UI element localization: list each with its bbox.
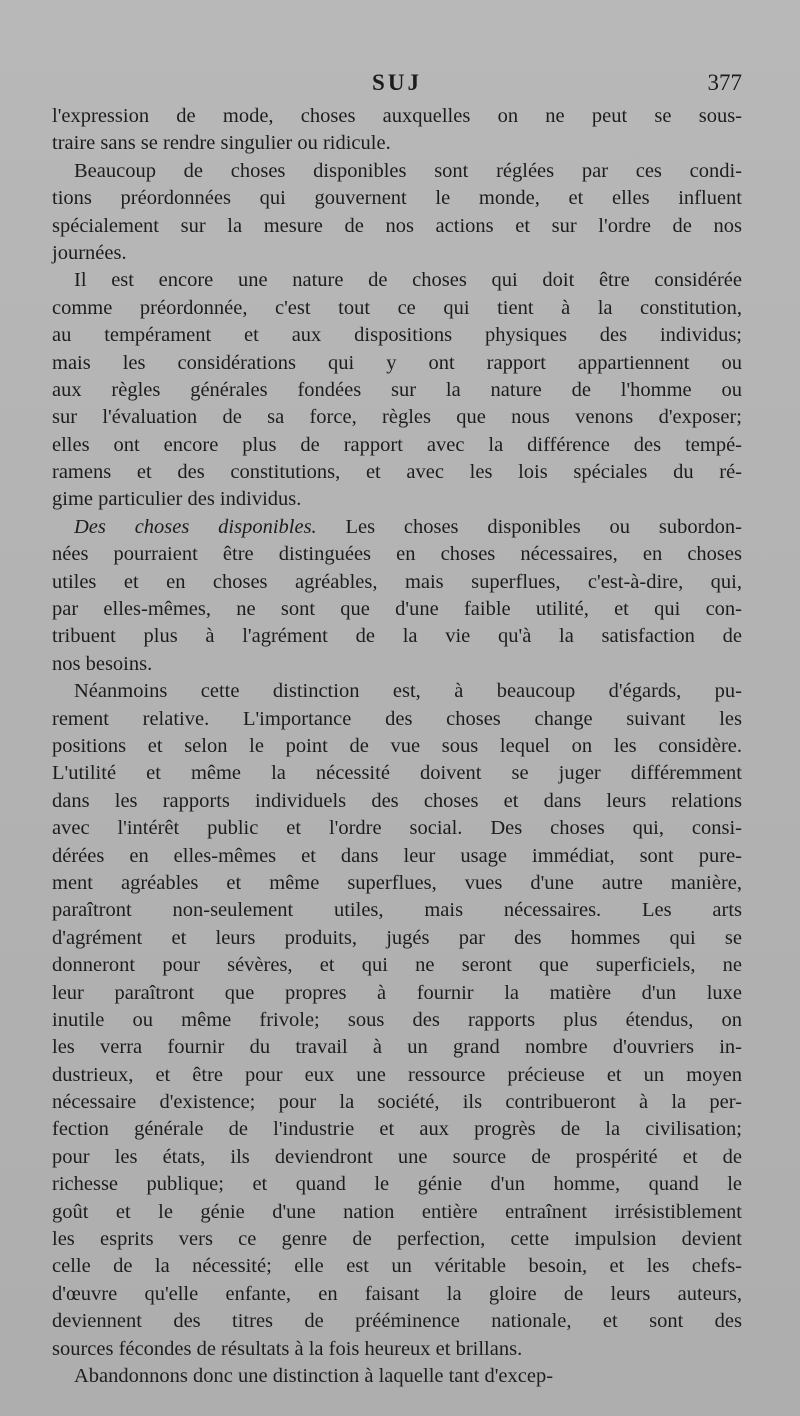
line-text: ramens et des constitutions, et avec les lois spéciales du ré-	[52, 461, 742, 484]
text-line	[52, 651, 742, 678]
line-text: dustrieux, et être pour eux une ressource précieuse et un moyen	[52, 1063, 742, 1086]
line-text: fection générale de l'industrie et aux progrès de la civilisation;	[52, 1118, 742, 1141]
text-line	[52, 925, 742, 952]
text-line	[52, 1199, 742, 1226]
text-line	[52, 459, 742, 486]
line-text: utiles et en choses agréables, mais superflues, c'est-à-dire, qui,	[52, 570, 742, 593]
text-line	[52, 486, 742, 513]
line-text: Abandonnons donc une distinction à laquelle tant d'excep-	[74, 1364, 554, 1387]
line-text: avec l'intérêt public et l'ordre social. Des choses qui, consi-	[52, 817, 742, 840]
text-line	[52, 1171, 742, 1198]
text-line	[52, 1336, 742, 1363]
line-text: nécessaire d'existence; pour la société, ils contribueront à la per-	[52, 1091, 742, 1114]
text-line	[52, 897, 742, 924]
line-text: au tempérament et aux dispositions physiques des individus;	[52, 324, 742, 347]
line-text: positions et selon le point de vue sous lequel on les considère.	[52, 734, 742, 757]
line-text: richesse publique; et quand le génie d'un homme, quand le	[52, 1173, 742, 1196]
text-line	[52, 623, 742, 650]
text-line	[52, 103, 742, 130]
text-line	[52, 733, 742, 760]
text-line	[52, 541, 742, 568]
text-line	[52, 240, 742, 267]
text-line	[52, 377, 742, 404]
text-line	[52, 1116, 742, 1143]
line-text: spécialement sur la mesure de nos actions et sur l'ordre de nos	[52, 214, 742, 237]
line-text: sur l'évaluation de sa force, règles que nous venons d'exposer;	[52, 406, 742, 429]
text-line	[52, 1062, 742, 1089]
text-line	[52, 267, 742, 294]
line-text: leur paraîtront que propres à fournir la matière d'un luxe	[52, 981, 742, 1004]
line-text: par elles-mêmes, ne sont que d'une faible utilité, et qui con-	[52, 598, 742, 621]
text-line	[52, 788, 742, 815]
text-line	[52, 404, 742, 431]
line-text: nos besoins.	[52, 652, 153, 675]
page-header	[52, 70, 742, 104]
text-line	[52, 843, 742, 870]
text-line	[52, 1308, 742, 1335]
line-text: journées.	[52, 241, 127, 264]
text-line	[52, 1226, 742, 1253]
page-number: 377	[707, 70, 742, 95]
line-text: Beaucoup de choses disponibles sont réglées par ces condi-	[74, 159, 742, 182]
running-head: SUJ	[372, 70, 422, 95]
line-text: deviennent des titres de prééminence nationale, et sont des	[52, 1310, 742, 1333]
text-line	[52, 952, 742, 979]
line-text: sources fécondes de résultats à la fois heureux et brillans.	[52, 1337, 523, 1360]
text-line	[52, 1144, 742, 1171]
text-line	[52, 980, 742, 1007]
line-text: dans les rapports individuels des choses et dans leurs relations	[52, 789, 742, 812]
line-text: rement relative. L'importance des choses change suivant les	[52, 707, 742, 730]
text-line	[52, 1281, 742, 1308]
text-line	[52, 706, 742, 733]
line-text: L'utilité et même la nécessité doivent se juger différemment	[52, 762, 742, 785]
line-text: donneront pour sévères, et qui ne seront que superficiels, ne	[52, 954, 742, 977]
line-text: Les choses disponibles ou subordon-	[316, 515, 742, 538]
line-text: comme préordonnée, c'est tout ce qui tient à la constitution,	[52, 296, 742, 319]
line-text: celle de la nécessité; elle est un véritable besoin, et les chefs-	[52, 1255, 742, 1278]
line-text: traire sans se rendre singulier ou ridicule.	[52, 132, 391, 155]
text-line	[52, 350, 742, 377]
text-line	[52, 760, 742, 787]
line-text: aux règles générales fondées sur la nature de l'homme ou	[52, 378, 742, 401]
section-lead: Des choses disponibles.	[74, 515, 317, 538]
line-text: les esprits vers ce genre de perfection, cette impulsion devient	[52, 1228, 742, 1251]
line-text: tions préordonnées qui gouvernent le monde, et elles influent	[52, 187, 742, 210]
text-line	[52, 596, 742, 623]
line-text: Il est encore une nature de choses qui doit être considérée	[74, 269, 742, 292]
text-line	[52, 322, 742, 349]
line-text: tribuent plus à l'agrément de la vie qu'à la satisfaction de	[52, 625, 742, 648]
text-line	[52, 185, 742, 212]
text-line	[52, 158, 742, 185]
line-text: goût et le génie d'une nation entière entraînent irrésistiblement	[52, 1200, 742, 1223]
text-line	[52, 678, 742, 705]
text-line	[52, 295, 742, 322]
text-line	[52, 1363, 742, 1390]
text-line	[52, 1034, 742, 1061]
text-line	[52, 870, 742, 897]
line-text: nées pourraient être distinguées en choses nécessaires, en choses	[52, 543, 742, 566]
line-text: elles ont encore plus de rapport avec la différence des tempé-	[52, 433, 742, 456]
text-line	[52, 815, 742, 842]
line-text: Néanmoins cette distinction est, à beaucoup d'égards, pu-	[74, 680, 742, 703]
line-text: d'œuvre qu'elle enfante, en faisant la gloire de leurs auteurs,	[52, 1282, 742, 1305]
text-line	[52, 1089, 742, 1116]
line-text: dérées en elles-mêmes et dans leur usage immédiat, sont pure-	[52, 844, 742, 867]
line-text: l'expression de mode, choses auxquelles on ne peut se sous-	[52, 105, 742, 127]
line-text: paraîtront non-seulement utiles, mais nécessaires. Les arts	[52, 899, 742, 922]
text-line	[52, 432, 742, 459]
text-line	[52, 130, 742, 157]
line-text: d'agrément et leurs produits, jugés par des hommes qui se	[52, 926, 742, 949]
line-text: les verra fournir du travail à un grand nombre d'ouvriers in-	[52, 1036, 742, 1059]
body-text	[52, 103, 742, 1390]
text-line	[52, 1253, 742, 1280]
line-text: pour les états, ils deviendront une source de prospérité et de	[52, 1145, 742, 1168]
text-line	[52, 213, 742, 240]
text-line	[52, 1007, 742, 1034]
line-text: inutile ou même frivole; sous des rapports plus étendus, on	[52, 1008, 742, 1031]
line-text: gime particulier des individus.	[52, 488, 302, 511]
line-text: ment agréables et même superflues, vues d'une autre manière,	[52, 871, 742, 894]
text-line	[52, 514, 742, 541]
text-line	[52, 569, 742, 596]
line-text: mais les considérations qui y ont rapport appartiennent ou	[52, 351, 742, 374]
